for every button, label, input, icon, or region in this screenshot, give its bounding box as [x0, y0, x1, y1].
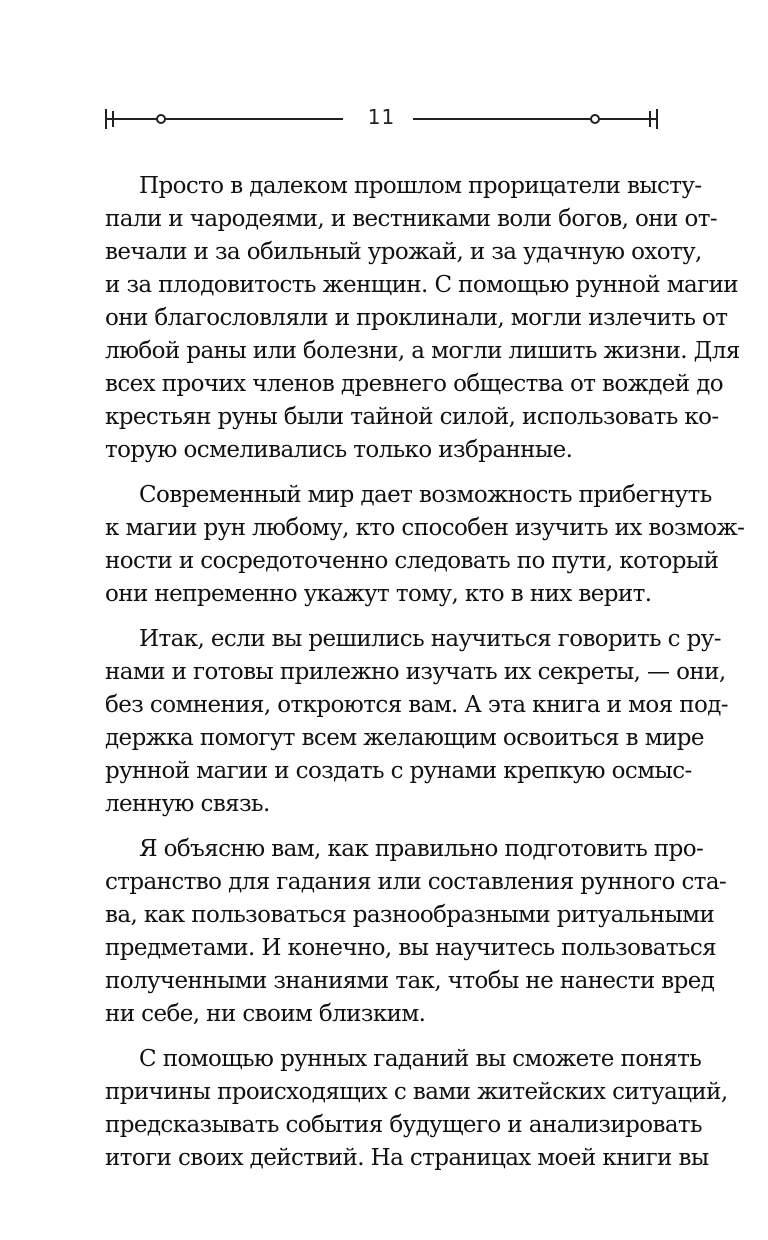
text-line: Я объясню вам, как правильно подготовить про- — [139, 836, 704, 862]
text-line: и за плодовитость женщин. С помощью рунной магии — [105, 272, 739, 298]
text-line: предсказывать события будущего и анализировать — [105, 1112, 702, 1138]
text-line: Итак, если вы решились научиться говорить с ру- — [139, 626, 721, 652]
paragraph — [105, 833, 727, 1031]
text-line: ни себе, ни своим близким. — [105, 1001, 426, 1027]
paragraph — [105, 170, 740, 467]
text-line: всех прочих членов древнего общества от вождей до — [105, 371, 724, 397]
text-line: странство для гадания или составления рунного ста- — [105, 869, 727, 895]
text-line: любой раны или болезни, а могли лишить жизни. Для — [105, 338, 740, 364]
paragraph — [105, 1043, 728, 1175]
text-line: к магии рун любому, кто способен изучить их возмож- — [105, 515, 745, 541]
text-line: ности и сосредоточенно следовать по пути, который — [105, 548, 719, 574]
text-line: торую осмеливались только избранные. — [105, 437, 573, 463]
text-line: они благословляли и проклинали, могли излечить от — [105, 305, 728, 331]
text-line: нами и готовы прилежно изучать их секреты, — они, — [105, 659, 726, 685]
text-line: ва, как пользоваться разнообразными ритуальными — [105, 902, 715, 928]
text-line: Современный мир дает возможность прибегнуть — [139, 482, 712, 508]
text-line: крестьян руны были тайной силой, использовать ко- — [105, 404, 719, 430]
text-line: без сомнения, откроются вам. А эта книга и моя под- — [105, 692, 728, 718]
text-line: итоги своих действий. На страницах моей книги вы — [105, 1145, 709, 1171]
body-text — [105, 170, 745, 1187]
page-number: 11 — [367, 105, 396, 129]
text-line: полученными знаниями так, чтобы не нанести вред — [105, 968, 715, 994]
paragraph — [105, 479, 745, 611]
text-line: ленную связь. — [105, 791, 270, 817]
text-line: вечали и за обильный урожай, и за удачную охоту, — [105, 239, 702, 265]
text-line: они непременно укажут тому, кто в них верит. — [105, 581, 652, 607]
running-head — [105, 102, 658, 134]
text-line: Просто в далеком прошлом прорицатели высту- — [139, 173, 702, 199]
paragraph — [105, 623, 728, 821]
text-line: пали и чародеями, и вестниками воли богов, они от- — [105, 206, 718, 232]
text-line: С помощью рунных гаданий вы сможете понять — [139, 1046, 702, 1072]
text-line: предметами. И конечно, вы научитесь пользоваться — [105, 935, 717, 961]
text-line: держка помогут всем желающим освоиться в мире — [105, 725, 704, 751]
text-line: рунной магии и создать с рунами крепкую осмыс- — [105, 758, 692, 784]
text-line: причины происходящих с вами житейских ситуаций, — [105, 1079, 728, 1105]
